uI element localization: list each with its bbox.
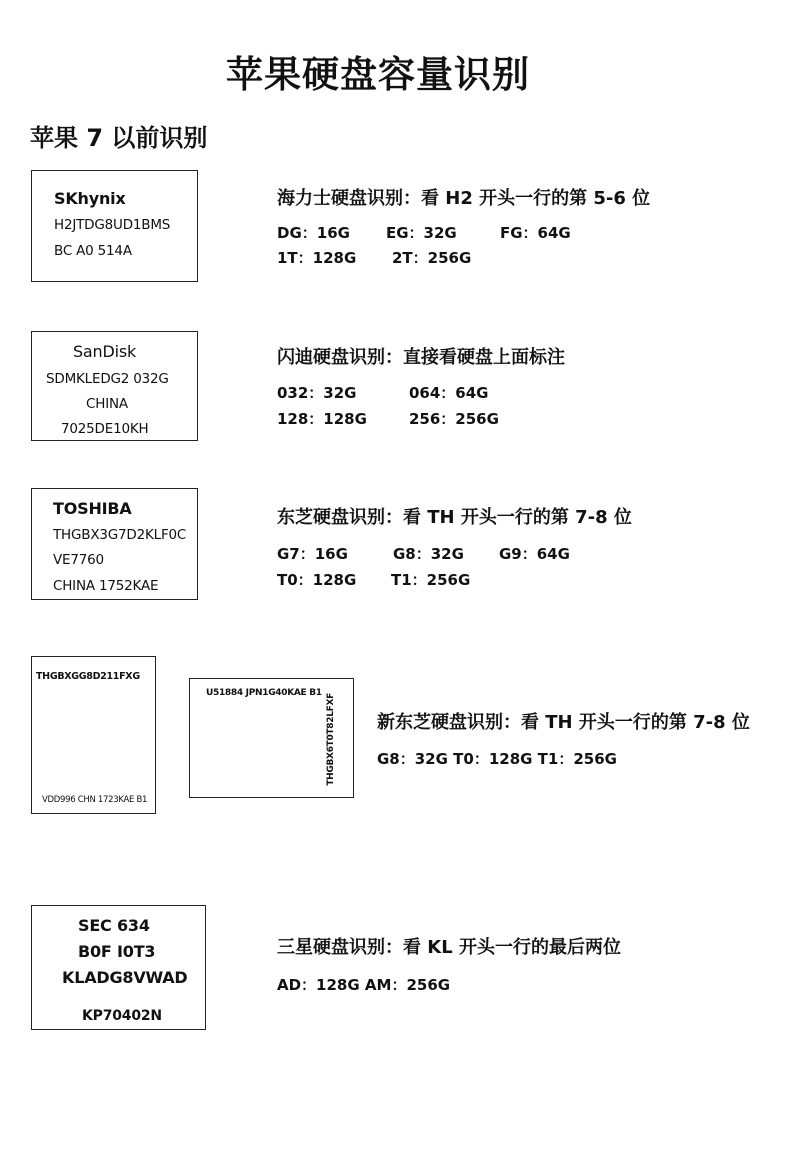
sandisk-value: 256：256G	[409, 410, 499, 428]
new-toshiba-chip-left	[31, 656, 156, 814]
chip-code: U51884 JPN1G40KAE B1	[206, 688, 322, 698]
chip-code: B0F I0T3	[78, 942, 156, 961]
skhynix-value: DG：16G	[277, 224, 350, 242]
toshiba-heading: 东芝硬盘识别：看 TH 开头一行的第 7-8 位	[277, 507, 632, 528]
chip-lot: KP70402N	[82, 1008, 162, 1024]
chip-part-number: THGBXGG8D211FXG	[36, 671, 140, 682]
skhynix-value: 1T：128G	[277, 249, 357, 267]
chip-part-number: THGBX3G7D2KLF0C	[53, 527, 187, 543]
chip-code: VE7760	[53, 552, 104, 568]
toshiba-value: T0：128G	[277, 571, 357, 589]
chip-part-number: H2JTDG8UD1BMS	[54, 217, 171, 233]
chip-brand: SanDisk	[72, 342, 137, 361]
sandisk-chip	[31, 331, 198, 441]
chip-brand-code: SEC 634	[78, 916, 150, 935]
sandisk-value: 128：128G	[277, 410, 367, 428]
skhynix-value: 2T：256G	[392, 249, 472, 267]
chip-code: BC A0 514A	[54, 243, 132, 259]
toshiba-value: G7：16G	[277, 545, 348, 563]
chip-part-number: KLADG8VWAD	[62, 968, 188, 987]
chip-origin: CHINA	[86, 396, 128, 412]
new-toshiba-values: G8：32G T0：128G T1：256G	[377, 750, 617, 768]
samsung-chip	[31, 905, 206, 1030]
chip-brand: TOSHIBA	[53, 499, 132, 518]
section-subtitle: 苹果 7 以前识别	[30, 124, 208, 152]
toshiba-value: T1：256G	[391, 571, 471, 589]
sandisk-value: 064：64G	[409, 384, 489, 402]
chip-code: VDD996 CHN 1723KAE B1	[42, 795, 148, 805]
new-toshiba-heading: 新东芝硬盘识别：看 TH 开头一行的第 7-8 位	[377, 712, 750, 733]
toshiba-value: G8：32G	[393, 545, 464, 563]
skhynix-heading: 海力士硬盘识别：看 H2 开头一行的第 5-6 位	[277, 188, 651, 209]
chip-origin: CHINA 1752KAE	[53, 578, 159, 594]
chip-part-number: THGBX6T0T82LFXF	[326, 693, 336, 786]
chip-code: 7025DE10KH	[61, 421, 149, 437]
chip-brand: SKhynix	[54, 189, 126, 208]
skhynix-chip	[31, 170, 198, 282]
chip-part-number: SDMKLEDG2 032G	[46, 371, 169, 387]
toshiba-chip	[31, 488, 198, 600]
samsung-heading: 三星硬盘识别：看 KL 开头一行的最后两位	[277, 937, 621, 958]
skhynix-value: FG：64G	[500, 224, 571, 242]
skhynix-value: EG：32G	[386, 224, 457, 242]
new-toshiba-chip-right	[189, 678, 354, 798]
sandisk-heading: 闪迪硬盘识别：直接看硬盘上面标注	[277, 347, 565, 368]
samsung-values: AD：128G AM：256G	[277, 976, 451, 994]
toshiba-value: G9：64G	[499, 545, 570, 563]
sandisk-value: 032：32G	[277, 384, 357, 402]
page-title: 苹果硬盘容量识别	[226, 53, 530, 96]
